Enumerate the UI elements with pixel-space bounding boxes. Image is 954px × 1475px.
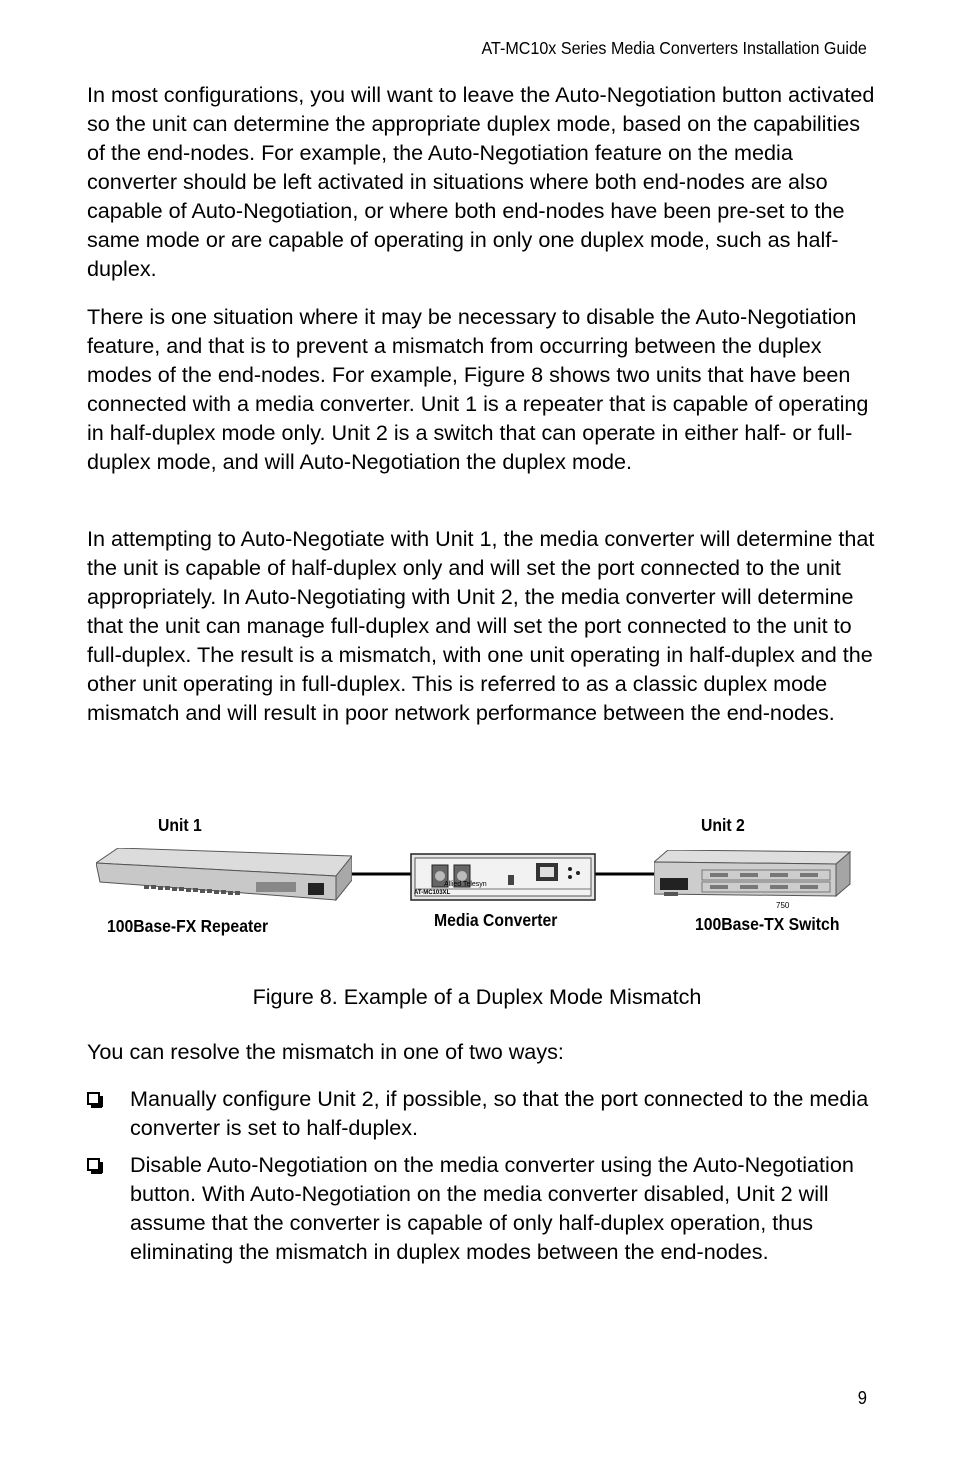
resolution-list — [87, 1084, 877, 1274]
checkbox-bullet-icon — [87, 1092, 100, 1105]
list-item — [87, 1150, 877, 1266]
unit2-label: Unit 2 — [701, 815, 745, 835]
figure-duplex-mismatch — [92, 808, 862, 948]
list-item — [87, 1084, 877, 1142]
repeater-device-image — [96, 848, 352, 906]
page-number: 9 — [857, 1388, 867, 1408]
paragraph-mismatch-situation: There is one situation where it may be necessary to disable the Auto-Negotiation feature, and that is to prevent a mismatch from occurring between the duplex modes of the end-nodes. For example, Figure 8 shows two units that have been connected with a media converter. Unit 1 is a repeater that is capable of operating in half-duplex mode only. Unit 2 is a switch that can operate in either half- or full-duplex mode, and will Auto-Negotiation the duplex mode. — [87, 304, 869, 474]
paragraph-mismatch-explanation: In attempting to Auto-Negotiate with Unit 1, the media converter will determine that the unit is capable of half-duplex only and will set the port connected to the unit appropriately. In Auto-Negotiating with Unit 2, the media converter will determine that the unit can manage full-duplex and will set the port connected to the unit to full-duplex. The result is a mismatch, with one unit operating in half-duplex and the other unit operating in full-duplex. This is referred to as a classic duplex mode mismatch and will result in poor network performance between the end-nodes. — [87, 526, 875, 725]
unit1-label: Unit 1 — [158, 815, 202, 835]
running-header: AT-MC10x Series Media Converters Installation Guide — [481, 38, 867, 58]
list-item-text: Manually configure Unit 2, if possible, so that the port connected to the media converter is set to half-duplex. — [130, 1086, 869, 1140]
converter-brand: Allied Telesyn — [444, 881, 487, 888]
paragraph-resolve-intro: You can resolve the mismatch in one of two ways: — [87, 1039, 564, 1064]
converter-model: AT-MC103XL — [414, 890, 451, 896]
switch-label: 100Base-TX Switch — [695, 914, 840, 934]
paragraph-autoneg-default: In most configurations, you will want to leave the Auto-Negotiation button activated so the unit can determine the appropriate duplex mode, based on the capabilities of the end-nodes. For example, the Auto-Negotiation feature on the media converter should be left activated in situations where both end-nodes are also capable of Auto-Negotiation, or where both end-nodes have been pre-set to the same mode or are capable of operating in only one duplex mode, such as half-duplex. — [87, 82, 875, 281]
media-converter-label: Media Converter — [434, 910, 558, 930]
checkbox-bullet-icon — [87, 1158, 100, 1171]
switch-device-image — [654, 850, 854, 902]
switch-model: 750 — [776, 901, 790, 910]
list-item-text: Disable Auto-Negotiation on the media converter using the Auto-Negotiation button. With Auto-Negotiation on the media converter disabled, Unit 2 will assume that the converter is capable of only half-duplex operation, thus eliminating the mismatch in duplex modes between the end-nodes. — [130, 1152, 854, 1264]
figure-caption: Figure 8. Example of a Duplex Mode Mismatch — [252, 984, 702, 1009]
repeater-label: 100Base-FX Repeater — [107, 916, 269, 936]
